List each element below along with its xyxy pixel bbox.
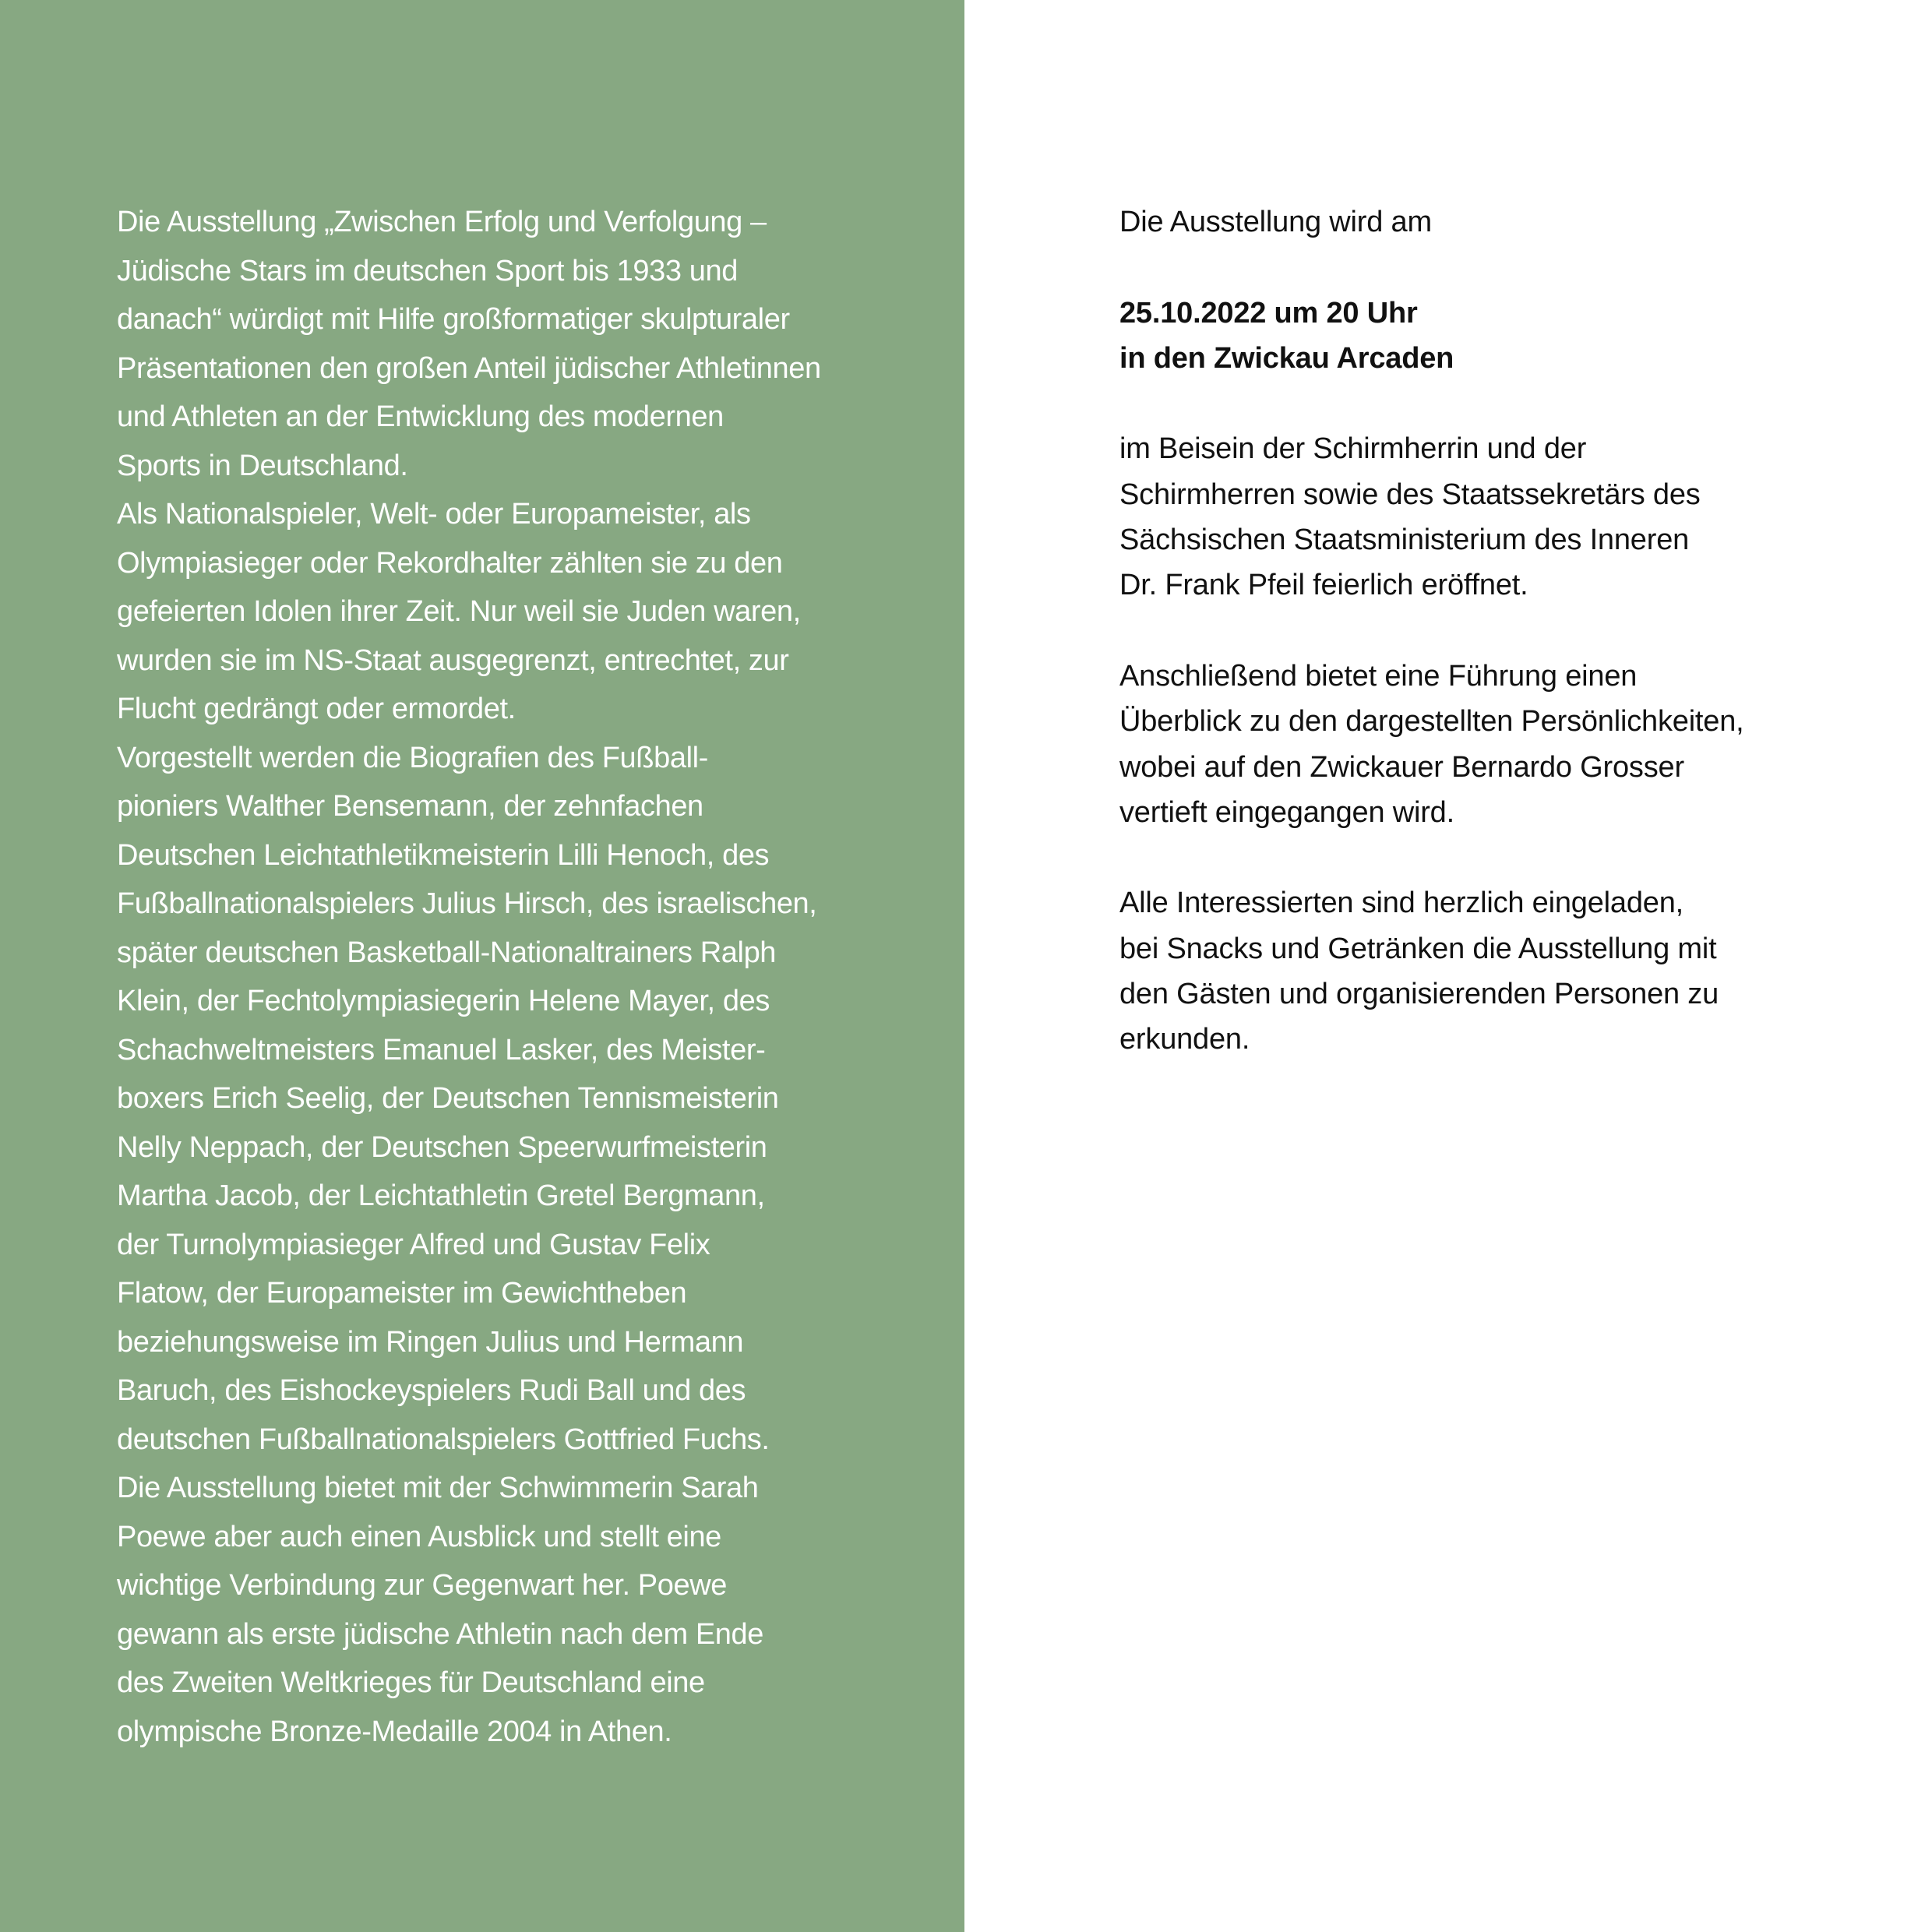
description-line: Die Ausstellung „Zwischen Erfolg und Verfolgung – — [117, 206, 767, 238]
paragraph-line: Dr. Frank Pfeil feierlich eröffnet. — [1119, 569, 1528, 602]
description-line: später deutschen Basketball-Nationaltrainers Ralph — [117, 936, 777, 969]
description-line: Baruch, des Eishockeyspielers Rudi Ball und des — [117, 1374, 746, 1407]
description-line: beziehungsweise im Ringen Julius und Hermann — [117, 1325, 744, 1359]
description-line: der Turnolympiasieger Alfred und Gustav Felix — [117, 1228, 710, 1261]
description-line: des Zweiten Weltkrieges für Deutschland eine — [117, 1666, 705, 1699]
paragraph-line: Schirmherren sowie des Staatssekretärs des — [1119, 478, 1701, 511]
description-line: gewann als erste jüdische Athletin nach dem Ende — [117, 1617, 764, 1651]
tour-paragraph — [1119, 654, 1899, 835]
paragraph-line: bei Snacks und Getränken die Ausstellung mit — [1119, 932, 1717, 965]
description-line: Klein, der Fechtolympiasiegerin Helene Mayer, des — [117, 985, 770, 1017]
description-line: Poewe aber auch einen Ausblick und stellt eine — [117, 1520, 721, 1553]
invitation-paragraph — [1119, 880, 1899, 1062]
exhibition-description-panel — [0, 0, 964, 1932]
description-line: danach“ würdigt mit Hilfe großformatiger skulpturaler — [117, 303, 790, 336]
paragraph-line: Alle Interessierten sind herzlich eingeladen, — [1119, 887, 1683, 920]
description-line: Flatow, der Europameister im Gewichtheben — [117, 1277, 687, 1310]
description-line: Deutschen Leichtathletikmeisterin Lilli Henoch, des — [117, 838, 770, 872]
paragraph-line: den Gästen und organisierenden Personen zu — [1119, 978, 1719, 1011]
paragraph-line: Sächsischen Staatsministerium des Inneren — [1119, 524, 1690, 557]
description-line: pioniers Walther Bensemann, der zehnfachen — [117, 790, 703, 823]
spacer — [1119, 835, 1899, 880]
description-line: deutschen Fußballnationalspielers Gottfried Fuchs. — [117, 1423, 770, 1456]
description-line: Fußballnationalspielers Julius Hirsch, des israelischen, — [117, 887, 817, 920]
event-location: in den Zwickau Arcaden — [1119, 341, 1454, 375]
paragraph-line: erkunden. — [1119, 1023, 1250, 1056]
invitation-intro: Die Ausstellung wird am — [1119, 206, 1432, 238]
description-line: boxers Erich Seelig, der Deutschen Tennismeisterin — [117, 1082, 779, 1115]
spacer — [1119, 245, 1899, 290]
description-line: Vorgestellt werden die Biografien des Fußball- — [117, 741, 708, 774]
paragraph-line: wobei auf den Zwickauer Bernardo Grosser — [1119, 750, 1684, 784]
description-line: wichtige Verbindung zur Gegenwart her. Poewe — [117, 1569, 727, 1602]
paragraph-line: Überblick zu den dargestellten Persönlichkeiten, — [1119, 705, 1744, 739]
description-line: und Athleten an der Entwicklung des modernen — [117, 400, 724, 433]
paragraph-line: im Beisein der Schirmherrin und der — [1119, 432, 1587, 466]
description-line: Als Nationalspieler, Welt- oder Europameister, als — [117, 498, 751, 531]
description-line: Nelly Neppach, der Deutschen Speerwurfmeisterin — [117, 1130, 767, 1164]
description-line: Olympiasieger oder Rekordhalter zählten sie zu den — [117, 546, 783, 580]
paragraph-line: Anschließend bietet eine Führung einen — [1119, 659, 1638, 693]
description-line: olympische Bronze-Medaille 2004 in Athen. — [117, 1715, 672, 1748]
description-line: Martha Jacob, der Leichtathletin Gretel Bergmann, — [117, 1179, 765, 1212]
spacer — [1119, 608, 1899, 654]
exhibition-description-text — [117, 198, 958, 1756]
description-line: Präsentationen den großen Anteil jüdischer Athletinnen — [117, 351, 821, 385]
description-line: Flucht gedrängt oder ermordet. — [117, 693, 516, 725]
event-date-time: 25.10.2022 um 20 Uhr — [1119, 296, 1418, 330]
opening-paragraph — [1119, 426, 1899, 608]
description-line: Jüdische Stars im deutschen Sport bis 1933 und — [117, 254, 738, 287]
spacer — [1119, 381, 1899, 426]
description-line: gefeierten Idolen ihrer Zeit. Nur weil sie Juden waren, — [117, 595, 801, 628]
paragraph-line: vertieft eingegangen wird. — [1119, 795, 1454, 829]
description-line: Die Ausstellung bietet mit der Schwimmerin Sarah — [117, 1472, 759, 1504]
invitation-text — [1119, 199, 1899, 1063]
description-line: wurden sie im NS-Staat ausgegrenzt, entrechtet, zur — [117, 643, 789, 677]
description-line: Sports in Deutschland. — [117, 449, 408, 482]
description-line: Schachweltmeisters Emanuel Lasker, des Meister- — [117, 1033, 766, 1066]
